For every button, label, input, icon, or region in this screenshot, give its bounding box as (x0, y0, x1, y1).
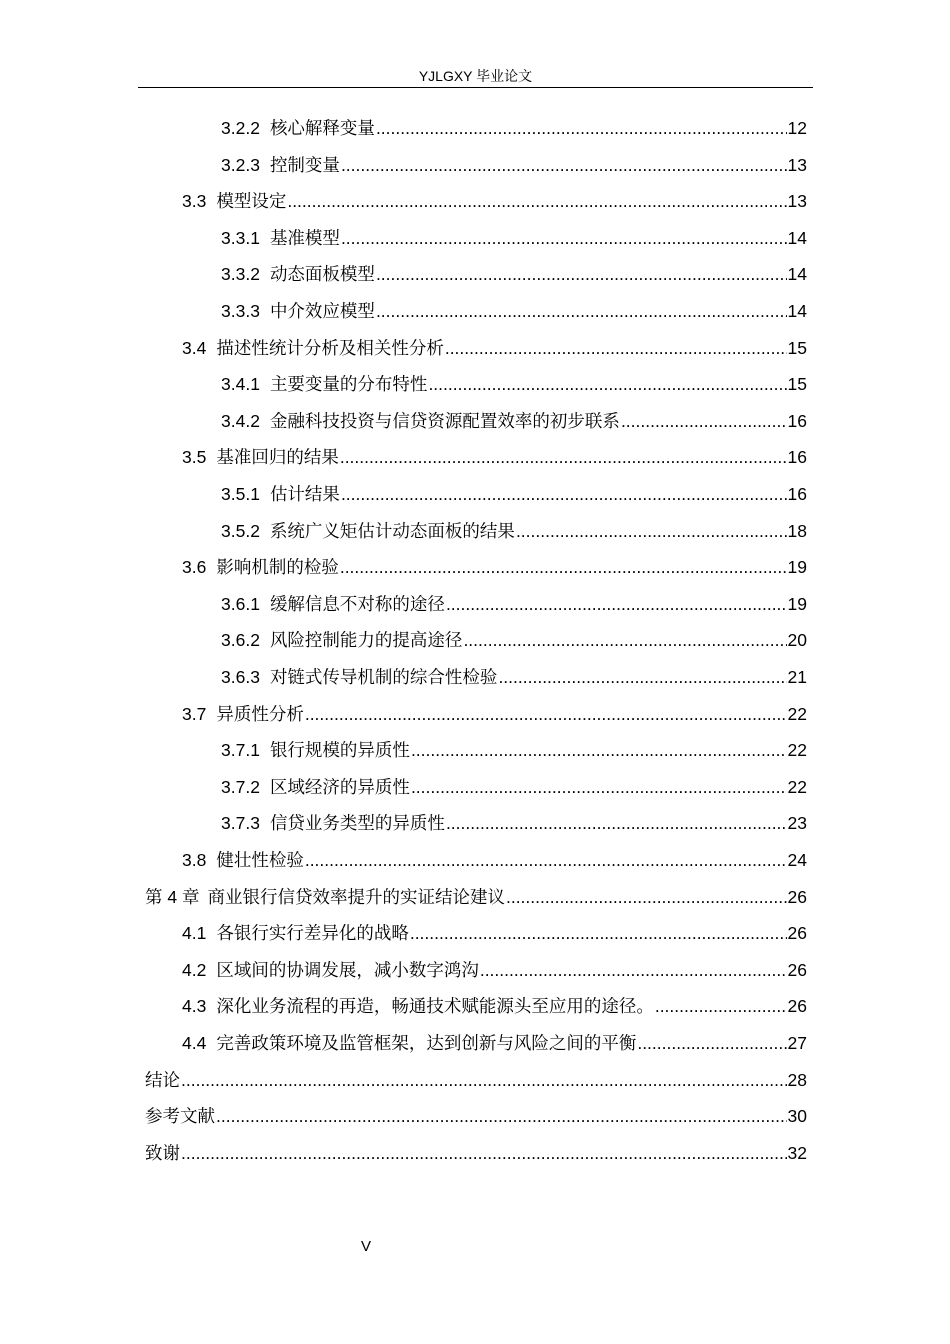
toc-entry[interactable] (182, 696, 807, 733)
toc-entry-page: 13 (787, 154, 807, 175)
toc-entry-title: 基准模型 (269, 227, 340, 248)
toc-dot-leader (341, 476, 787, 513)
toc-entry-number: 3.6 (182, 557, 207, 578)
toc-entry-title: 控制变量 (269, 154, 340, 175)
toc-entry-page: 14 (787, 301, 807, 321)
toc-dot-leader (410, 915, 787, 952)
toc-entry-number: 3.6.3 (221, 667, 260, 687)
toc-entry-page: 20 (787, 630, 807, 651)
toc-dot-leader (341, 220, 787, 257)
toc-entry[interactable] (221, 732, 807, 769)
toc-entry-title: 结论 (145, 1069, 180, 1090)
toc-entry-number: 3.3 (182, 191, 207, 212)
toc-dot-leader (305, 842, 787, 879)
toc-entry-number: 3.4 (182, 337, 207, 358)
toc-dot-leader (506, 879, 787, 916)
toc-entry[interactable] (221, 403, 807, 440)
toc-entry-number: 3.2.3 (221, 154, 260, 175)
toc-entry-page: 19 (787, 557, 807, 578)
toc-entry-title: 影响机制的检验 (216, 557, 339, 578)
toc-entry-title: 深化业务流程的再造，畅通技术赋能源头至应用的途径。 (216, 996, 654, 1017)
toc-entry-number: 3.3.1 (221, 227, 260, 248)
toc-entry[interactable] (145, 1098, 807, 1135)
toc-entry-title: 中介效应模型 (269, 301, 375, 321)
toc-entry-number: 3.5.2 (221, 520, 260, 541)
toc-entry-title: 基准回归的结果 (216, 447, 339, 468)
toc-entry-title: 风险控制能力的提高途径 (269, 630, 463, 651)
toc-entry-page: 16 (787, 410, 807, 431)
toc-entry[interactable] (221, 513, 807, 550)
toc-dot-leader (411, 732, 787, 769)
toc-entry-page: 22 (787, 703, 807, 724)
toc-entry-number: 3.7 (182, 703, 207, 724)
toc-dot-leader (340, 439, 787, 476)
toc-entry-page: 19 (787, 593, 807, 614)
toc-entry-page: 23 (787, 813, 807, 834)
toc-entry[interactable] (182, 439, 807, 476)
toc-entry[interactable] (221, 769, 807, 806)
toc-entry-page: 28 (787, 1069, 807, 1090)
toc-entry-title: 信贷业务类型的异质性 (269, 813, 445, 834)
toc-entry-page: 22 (787, 740, 807, 761)
toc-entry-number: 3.7.1 (221, 740, 260, 761)
toc-entry[interactable] (182, 842, 807, 879)
toc-entry-title: 缓解信息不对称的途径 (269, 593, 445, 614)
toc-entry-number: 3.3.2 (221, 264, 260, 285)
toc-entry[interactable] (145, 1135, 807, 1172)
toc-dot-leader (287, 183, 786, 220)
toc-entry-page: 32 (787, 1142, 807, 1163)
toc-dot-leader (446, 805, 787, 842)
toc-entry[interactable] (221, 366, 807, 403)
toc-dot-leader (655, 988, 787, 1025)
toc-entry-page: 16 (787, 447, 807, 468)
toc-entry-title: 健壮性检验 (216, 850, 304, 870)
toc-dot-leader (305, 696, 787, 733)
toc-entry[interactable] (182, 549, 807, 586)
toc-entry-number: 3.3.3 (221, 301, 260, 321)
toc-entry-number: 3.6.1 (221, 593, 260, 614)
toc-dot-leader (411, 769, 787, 806)
toc-entry-number: 4.2 (182, 959, 207, 980)
toc-entry[interactable] (182, 1025, 807, 1062)
toc-entry-page: 26 (787, 886, 807, 907)
page-number: V (360, 1238, 371, 1255)
toc-entry-number: 3.2.2 (221, 118, 260, 138)
toc-entry[interactable] (145, 879, 807, 916)
toc-entry-page: 30 (787, 1106, 807, 1127)
toc-entry-page: 18 (787, 520, 807, 541)
toc-entry-page: 26 (787, 923, 807, 944)
toc-entry-page: 26 (787, 996, 807, 1017)
toc-entry-page: 21 (787, 667, 807, 687)
toc-dot-leader (445, 330, 787, 367)
toc-entry-page: 22 (787, 776, 807, 797)
toc-entry-title: 模型设定 (216, 191, 287, 212)
toc-entry[interactable] (182, 183, 807, 220)
toc-entry-title: 核心解释变量 (269, 118, 375, 138)
toc-entry-title: 完善政策环境及监管框架，达到创新与风险之间的平衡 (216, 1033, 637, 1053)
toc-entry-title: 金融科技投资与信贷资源配置效率的初步联系 (269, 410, 620, 431)
toc-entry-number: 4.3 (182, 996, 207, 1017)
toc-entry[interactable] (182, 988, 807, 1025)
toc-entry-title: 动态面板模型 (269, 264, 375, 285)
toc-entry-number: 3.5 (182, 447, 207, 468)
toc-entry-title: 估计结果 (269, 484, 340, 504)
toc-entry[interactable] (221, 256, 807, 293)
toc-entry-number: 3.4.2 (221, 410, 260, 431)
toc-entry[interactable] (221, 476, 807, 513)
toc-entry-number: 3.8 (182, 850, 207, 870)
toc-entry-title: 系统广义矩估计动态面板的结果 (269, 520, 515, 541)
toc-entry-number: 第 4 章 (145, 886, 200, 907)
toc-dot-leader (446, 586, 787, 623)
toc-entry-page: 13 (787, 191, 807, 212)
toc-entry[interactable] (221, 805, 807, 842)
page-header: YJLGXY 毕业论文 (418, 68, 533, 84)
toc-entry-page: 24 (787, 850, 807, 870)
toc-dot-leader (621, 403, 787, 440)
toc-dot-leader (340, 549, 787, 586)
toc-dot-leader (637, 1025, 786, 1062)
toc-entry-number: 3.4.1 (221, 374, 260, 395)
toc-entry-page: 12 (787, 118, 807, 138)
toc-entry[interactable] (221, 586, 807, 623)
toc-dot-leader (181, 1062, 787, 1099)
toc-entry-title: 致谢 (145, 1142, 180, 1163)
toc-entry-title: 主要变量的分布特性 (269, 374, 428, 395)
toc-entry-title: 描述性统计分析及相关性分析 (216, 337, 444, 358)
toc-dot-leader (463, 622, 786, 659)
toc-entry-title: 对链式传导机制的综合性检验 (269, 667, 498, 687)
toc-dot-leader (516, 513, 787, 550)
toc-entry[interactable] (182, 915, 807, 952)
toc-entry[interactable] (221, 293, 807, 330)
toc-entry-title: 参考文献 (145, 1106, 215, 1127)
toc-dot-leader (480, 952, 787, 989)
toc-dot-leader (216, 1098, 787, 1135)
toc-entry[interactable] (221, 220, 807, 257)
toc-entry[interactable] (221, 110, 807, 147)
toc-entry-number: 3.7.3 (221, 813, 260, 834)
toc-entry-number: 3.7.2 (221, 776, 260, 797)
toc-entry-page: 14 (787, 227, 807, 248)
toc-entry-number: 4.1 (182, 923, 207, 944)
toc-entry-title: 银行规模的异质性 (269, 740, 410, 761)
header-rule (138, 87, 813, 88)
toc-entry-number: 3.6.2 (221, 630, 260, 651)
toc-entry-page: 15 (787, 374, 807, 395)
toc-dot-leader (341, 147, 787, 184)
toc-entry-page: 16 (787, 484, 807, 504)
toc-entry-number: 3.5.1 (221, 484, 260, 504)
toc-entry-number: 4.4 (182, 1033, 207, 1053)
toc-entry[interactable] (145, 1062, 807, 1099)
toc-entry[interactable] (182, 330, 807, 367)
toc-entry[interactable] (221, 659, 807, 696)
toc-dot-leader (376, 293, 787, 330)
toc-entry-title: 商业银行信贷效率提升的实证结论建议 (207, 886, 505, 907)
toc-entry-title: 区域经济的异质性 (269, 776, 410, 797)
toc-entry[interactable] (182, 952, 807, 989)
toc-entry-page: 27 (787, 1033, 807, 1053)
toc-dot-leader (181, 1135, 787, 1172)
toc-entry-title: 区域间的协调发展，减小数字鸿沟 (216, 959, 479, 980)
toc-dot-leader (376, 256, 787, 293)
toc-dot-leader (428, 366, 786, 403)
toc-entry-page: 26 (787, 959, 807, 980)
toc-entry-page: 14 (787, 264, 807, 285)
toc-dot-leader (376, 110, 787, 147)
toc-entry-title: 异质性分析 (216, 703, 304, 724)
toc-entry[interactable] (221, 622, 807, 659)
toc-entry[interactable] (221, 147, 807, 184)
toc-entry-title: 各银行实行差异化的战略 (216, 923, 409, 944)
toc-dot-leader (498, 659, 786, 696)
toc-entry-page: 15 (787, 337, 807, 358)
